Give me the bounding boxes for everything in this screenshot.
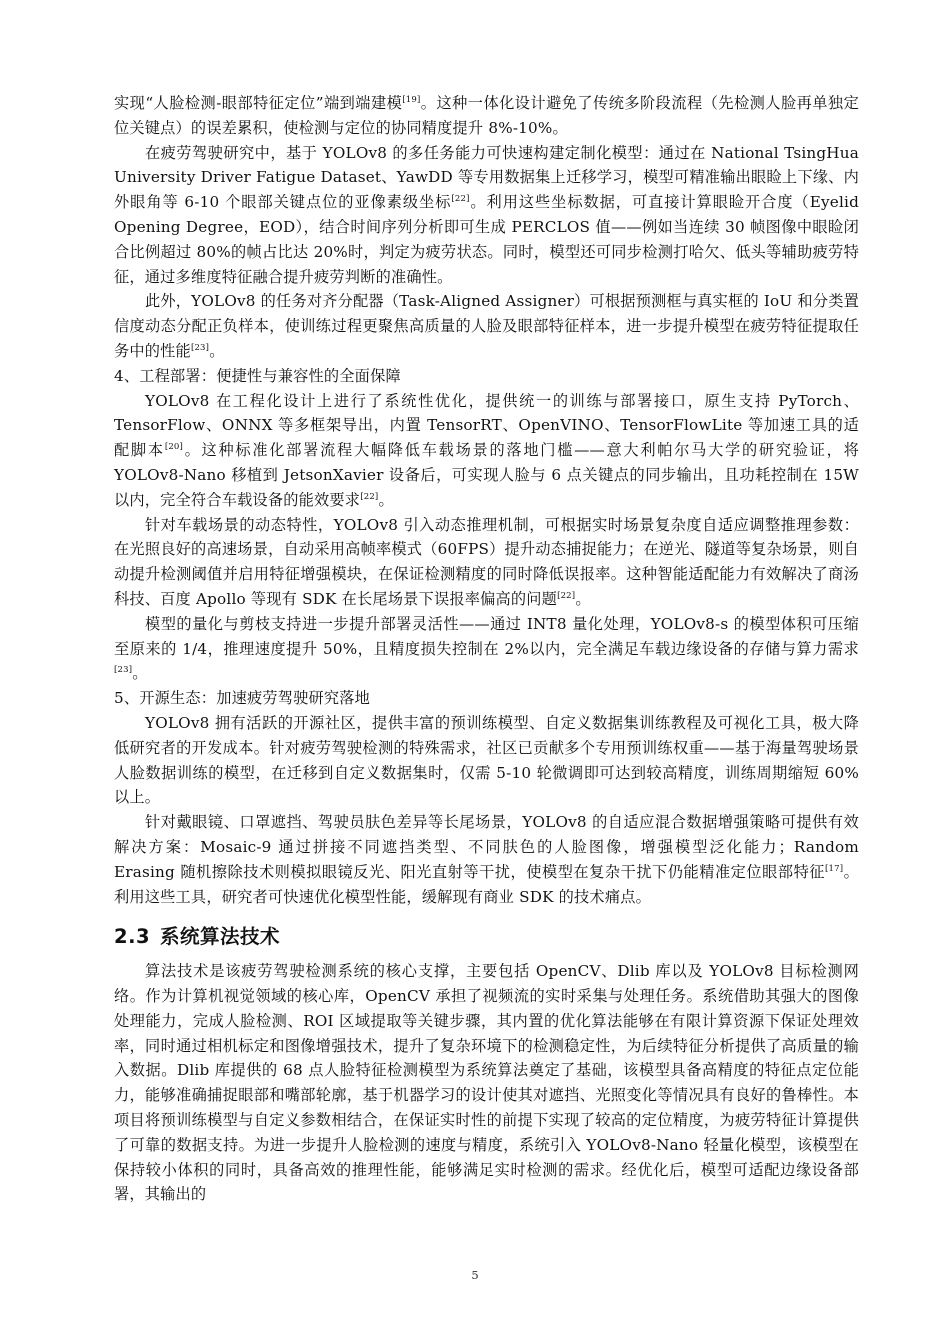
paragraph-task-aligned-assigner: 此外，YOLOv8 的任务对齐分配器（Task-Aligned Assigner）可根据预测框与真实框的 IoU 和分类置信度动态分配正负样本，使训练过程更聚焦高质量的人脸及眼部特征样本，进一步提升模型在疲劳特征提取任务中的性能[23]。 (114, 292, 859, 360)
subheading-engineering-deployment: 4、工程部署：便捷性与兼容性的全面保障 (114, 366, 401, 385)
citation-ref: [17] (825, 863, 844, 874)
paragraph-dynamic-inference: 针对车载场景的动态特性，YOLOv8 引入动态推理机制，可根据实时场景复杂度自适应调整推理参数：在光照良好的高速场景，自动采用高帧率模式（60FPS）提升动态捕捉能力；在逆光、隧道等复杂场景，则自动提升检测阈值并启用特征增强模块，在保证检测精度的同时降低误报率。这种智能适配能力有效解决了商汤科技、百度 Apollo 等现有 SDK 在长尾场景下误报率偏高的问题[22]。 (114, 515, 859, 608)
paragraph-fatigue-research: 在疲劳驾驶研究中，基于 YOLOv8 的多任务能力可快速构建定制化模型：通过在 National TsingHua University Driver Fatigue Dataset、YawDD 等专用数据集上迁移学习，模型可精准输出眼睑上下缘、内外眼角等 6-10 个眼部关键点位的亚像素级坐标[22]。利用这些坐标数据，可直接计算眼睑开合度（Eyelid Opening Degree，EOD），结合时间序列分析即可生成 PERCLOS 值——例如当连续 30 帧图像中眼睑闭合比例超过 80%的帧占比达 20%时，判定为疲劳状态。同时，模型还可同步检测打哈欠、低头等辅助疲劳特征，通过多维度特征融合提升疲劳判断的准确性。 (114, 143, 859, 286)
citation-ref: [19] (402, 95, 421, 105)
section-heading-algorithm (114, 922, 859, 952)
paragraph-open-source-community: YOLOv8 拥有活跃的开源社区，提供丰富的预训练模型、自定义数据集训练教程及可视化工具，极大降低研究者的开发成本。针对疲劳驾驶检测的特殊需求，社区已贡献多个专用预训练权重——基于海量驾驶场景人脸数据训练的模型，在迁移到自定义数据集时，仅需 5-10 轮微调即可达到较高精度，训练周期缩短 60%以上。 (114, 713, 859, 807)
citation-ref: [20] (164, 442, 184, 453)
paragraph-end-to-end-modeling: 实现“人脸检测-眼部特征定位”端到端建模[19]。这种一体化设计避免了传统多阶段流程（先检测人脸再单独定位关键点）的误差累积，使检测与定位的协同精度提升 8%-10%。 (114, 94, 859, 137)
citation-ref: [22] (557, 590, 576, 601)
paragraph-quantization: 模型的量化与剪枝支持进一步提升部署灵活性——通过 INT8 量化处理，YOLOv8-s 的模型体积可压缩至原来的 1/4，推理速度提升 50%，且精度损失控制在 2%以内，完全满足车载边缘设备的存储与算力需求[23]。 (114, 614, 859, 683)
citation-ref: [23] (190, 342, 210, 353)
citation-ref: [22] (451, 194, 470, 205)
paragraph-engineering-design: YOLOv8 在工程化设计上进行了系统性优化，提供统一的训练与部署接口，原生支持 PyTorch、TensorFlow、ONNX 等多框架导出，内置 TensorRT、OpenVINO、TensorFlowLite 等加速工具的适配脚本[20]。这种标准化部署流程大幅降低车载场景的落地门槛——意大利帕尔马大学的研究验证，将 YOLOv8-Nano 移植到 JetsonXavier 设备后，可实现人脸与 6 点关键点的同步输出，且功耗控制在 15W 以内，完全符合车载设备的能效要求[22]。 (114, 391, 859, 509)
subheading-open-source-ecosystem: 5、开源生态：加速疲劳驾驶研究落地 (114, 689, 371, 708)
page-number: 5 (471, 1268, 479, 1282)
citation-ref: [22] (360, 491, 379, 502)
section-title: 系统算法技术 (160, 925, 281, 949)
paragraph-algorithm-overview: 算法技术是该疲劳驾驶检测系统的核心支撑，主要包括 OpenCV、Dlib 库以及 YOLOv8 目标检测网络。作为计算机视觉领域的核心库，OpenCV 承担了视频流的实时采集与处理任务。系统借助其强大的图像处理能力，完成人脸检测、ROI 区域提取等关键步骤，其内置的优化算法能够在有限计算资源下保证处理效率，同时通过相机标定和图像增强技术，提升了复杂环境下的检测稳定性，为后续特征分析提供了高质量的输入数据。Dlib 库提供的 68 点人脸特征检测模型为系统算法奠定了基础，该模型具备高精度的特征点定位能力，能够准确捕捉眼部和嘴部轮廓，基于机器学习的设计使其对遮挡、光照变化等情况具有良好的鲁棒性。本项目将预训练模型与自定义参数相结合，在保证实时性的前提下实现了较高的定位精度，为疲劳特征计算提供了可靠的数据支持。为进一步提升人脸检测的速度与精度，系统引入 YOLOv8-Nano 轻量化模型，该模型在保持较小体积的同时，具备高效的推理性能，能够满足实时检测的需求。经优化后，模型可适配边缘设备部署，其输出的 (114, 962, 859, 1204)
page-body (114, 91, 859, 1207)
section-number: 2.3 (114, 925, 151, 949)
paragraph-data-augmentation: 针对戴眼镜、口罩遮挡、驾驶员肤色差异等长尾场景，YOLOv8 的自适应混合数据增强策略可提供有效解决方案：Mosaic-9 通过拼接不同遮挡类型、不同肤色的人脸图像，增强模型泛化能力；Random Erasing 随机擦除技术则模拟眼镜反光、阳光直射等干扰，使模型在复杂干扰下仍能精准定位眼部特征[17]。利用这些工具，研究者可快速优化模型性能，缓解现有商业 SDK 的技术痛点。 (114, 813, 860, 906)
citation-ref: [23] (114, 665, 133, 676)
